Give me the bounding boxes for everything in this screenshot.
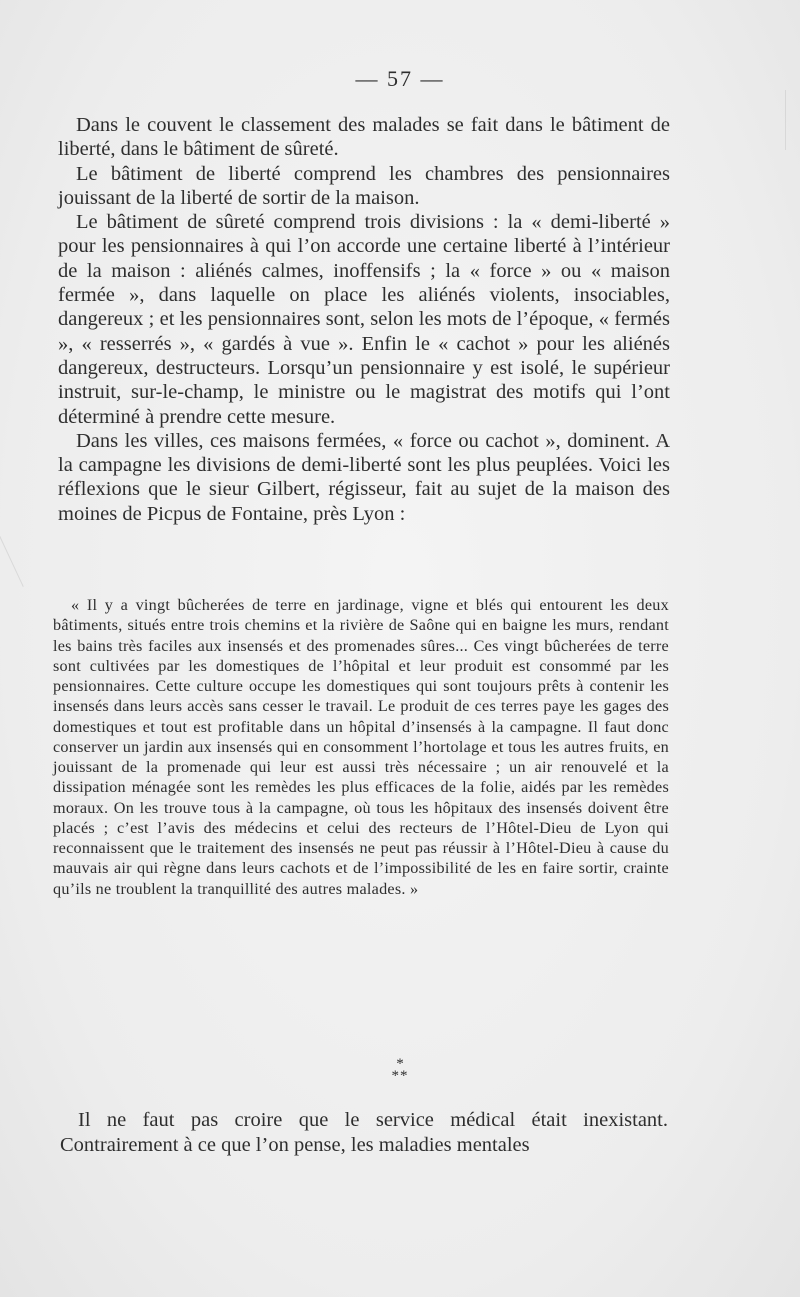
section-asterism [0,1058,800,1082]
paragraph: Dans le couvent le classement des malades se fait dans le bâtiment de liberté, dans le bâtiment de sûreté. [58,114,670,161]
asterism-bottom: ** [391,1068,409,1084]
block-quote [53,595,669,899]
paragraph: Le bâtiment de liberté comprend les chambres des pensionnaires jouissant de la liberté de sortir de la maison. [58,162,670,209]
scan-smudge [0,523,24,587]
paragraph: Le bâtiment de sûreté comprend trois divisions : la « demi-liberté » pour les pensionnaires à qui l’on accorde une certaine liberté à l’intérieur de la maison : aliénés calmes, inoffensifs ; la « force » ou « maison fermée », dans laquelle on place les aliénés violents, insociables, dangereux ; et les pensionnaires sont, selon les mots de l’époque, « fermés », « resserrés », « gardés à vue ». Enfin le « cachot » pour les aliénés dangereux, destructeurs. Lorsqu’un pensionnaire y est isolé, le supérieur instruit, sur-le-champ, le ministre ou le magistrat des motifs qui l’ont déterminé à prendre cette mesure. [58,211,670,428]
scan-smudge [785,90,786,150]
paragraph: Dans les villes, ces maisons fermées, « force ou cachot », dominent. A la campagne les divisions de demi-liberté sont les plus peuplées. Voici les réflexions que le sieur Gilbert, régisseur, fait au sujet de la maison des moines de Picpus de Fontaine, près Lyon : [58,429,670,525]
paragraph: Il ne faut pas croire que le service médical était inexistant. Contrairement à ce que l’on pense, les maladies mentales [60,1109,668,1156]
page-number: — 57 — [355,66,445,91]
asterism-top: * [396,1056,404,1072]
quote-text: « Il y a vingt bûcherées de terre en jardinage, vigne et blés qui entourent les deux bâtiments, situés entre trois chemins et la rivière de Saône qui en baigne les murs, rendant les bains très faciles aux insensés et des promenades sûres... Ces vingt bûcherées de terre sont cultivées par les domestiques de l’hôpital et leur produit est consommé par les pensionnaires. Cette culture occupe les domestiques qui sont toujours prêts à contenir les insensés dans leurs accès sans cesser le travail. Le produit de ces terres paye les gages des domestiques et tout est profitable dans un hôpital d’insensés à la campagne. Il faut donc conserver un jardin aux insensés qui en consomment l’hortolage et tous les autres fruits, en jouissant de la promenade qui leur est aussi très nécessaire ; un air renouvelé et la dissipation ménagée sont les remèdes les plus efficaces de la folie, aidés par les remèdes moraux. On les trouve tous à la campagne, où tous les hôpitaux des insensés doivent être placés ; c’est l’avis des médecins et celui des recteurs de l’Hôtel-Dieu de Lyon qui reconnaissent que le traitement des insensés ne peut pas réussir à l’Hôtel-Dieu à cause du mauvais air qui règne dans leurs cachots et de l’impossibilité de les en faire sortir, crainte qu’ils ne troublent la tranquillité des autres malades. » [53,596,669,898]
main-text [58,113,670,526]
closing-text [60,1108,668,1158]
